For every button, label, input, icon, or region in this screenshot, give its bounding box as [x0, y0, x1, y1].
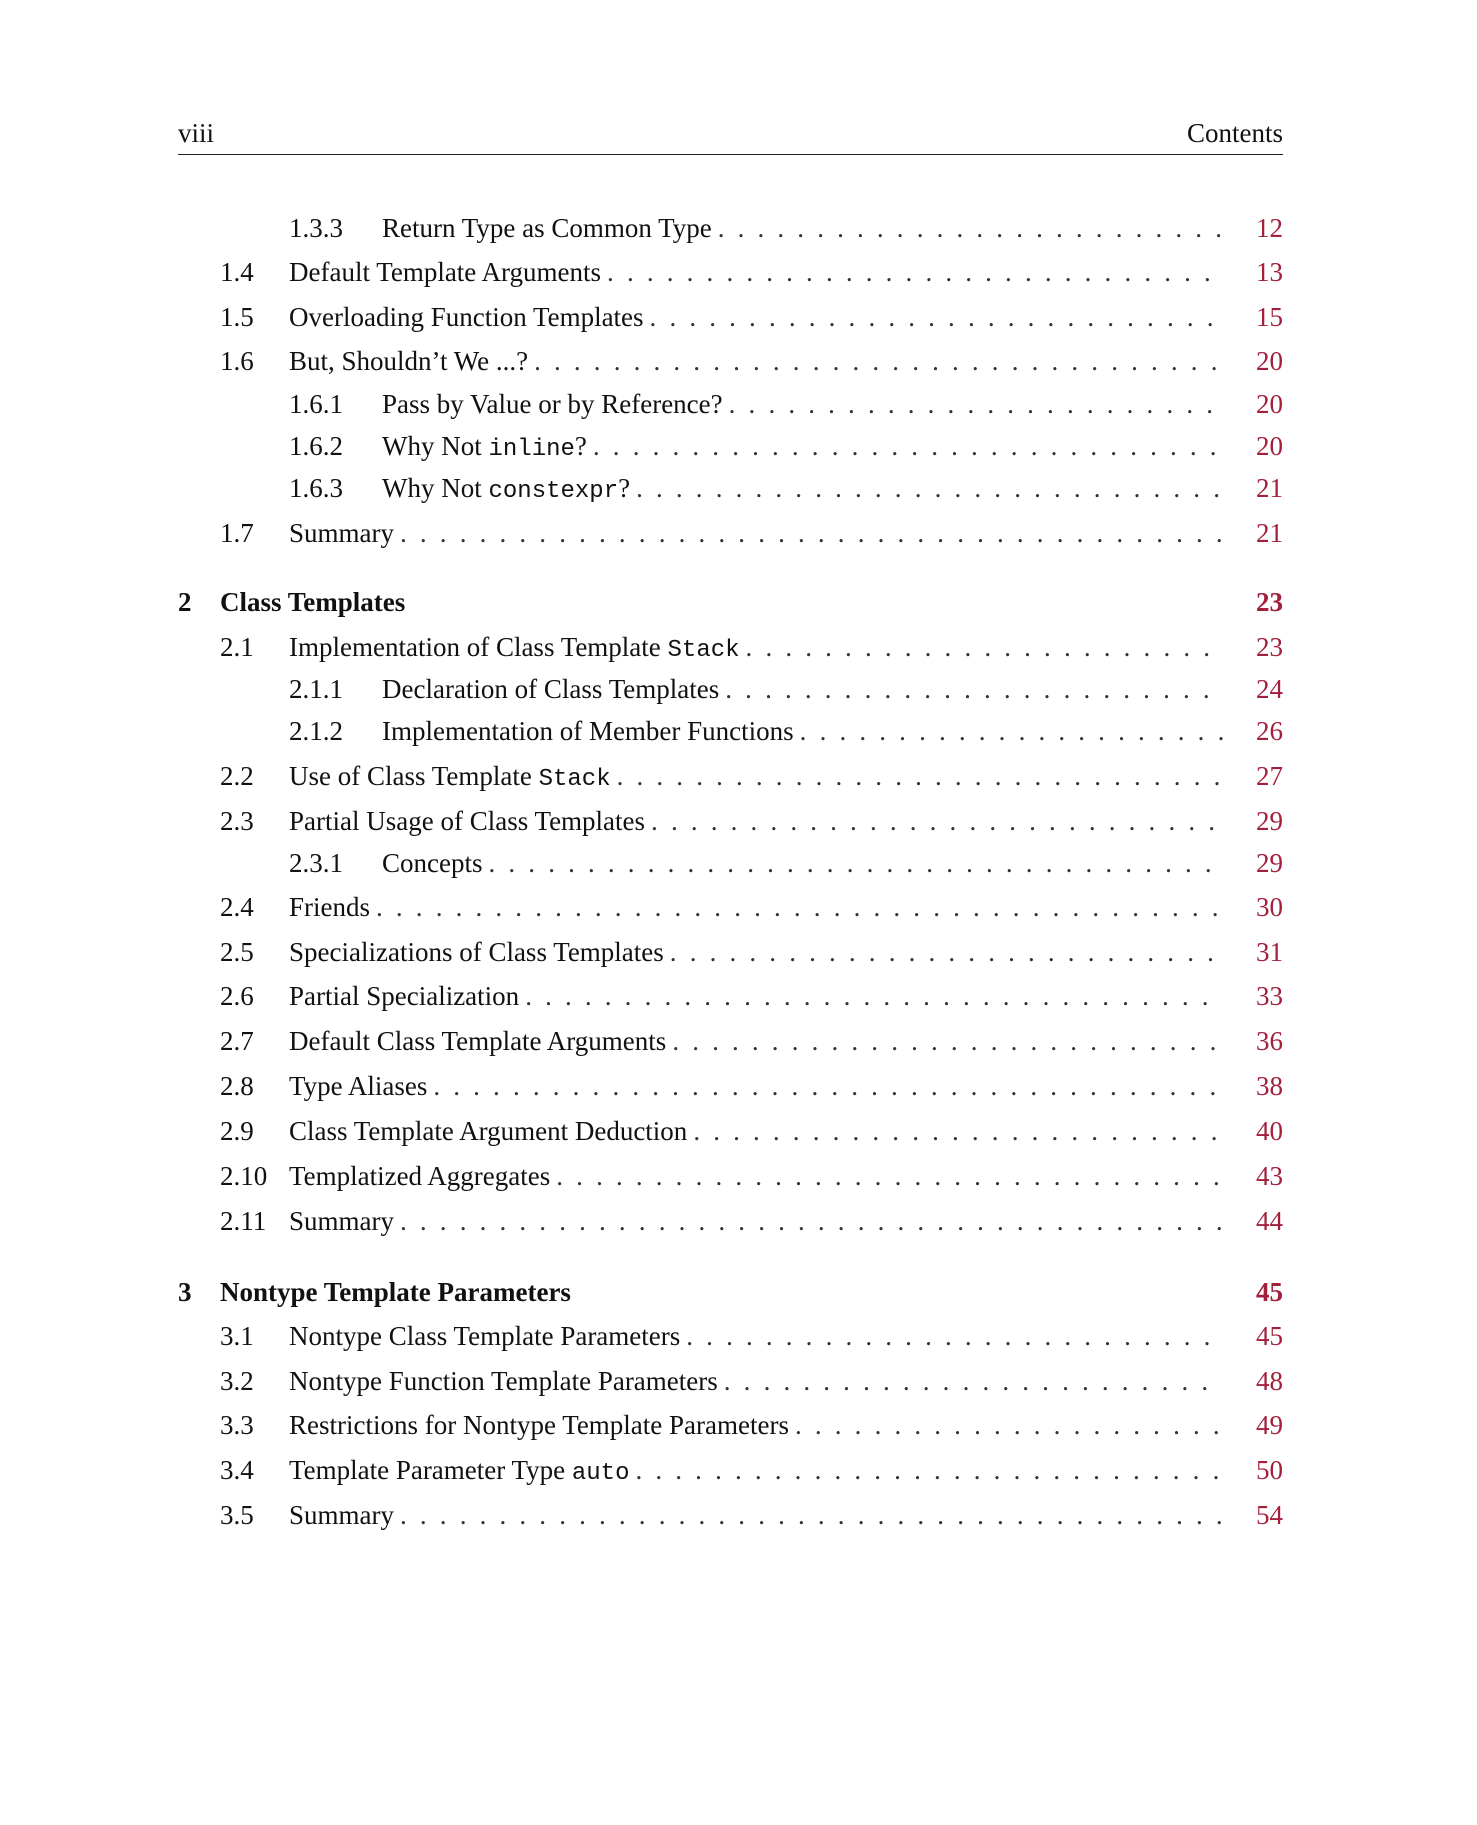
toc-page-number[interactable]: 27 [1256, 761, 1283, 791]
toc-entry-title-text: Declaration of Class Templates [382, 674, 720, 704]
toc-chapter-entry[interactable] [0, 582, 1477, 622]
toc-page-number[interactable]: 44 [1256, 1206, 1283, 1236]
dot-leader [607, 252, 1223, 292]
toc-entry-title [289, 801, 651, 841]
toc-page-number[interactable]: 20 [1256, 346, 1283, 376]
toc-entry-body [382, 426, 1223, 470]
toc-entry-title-text: Summary [289, 1206, 394, 1236]
toc-page-number[interactable]: 23 [1256, 587, 1283, 617]
toc-entry[interactable] [0, 932, 1477, 972]
toc-entry-number: 1.4 [220, 257, 254, 287]
toc-entry-number: 2.5 [220, 937, 254, 967]
toc-page-number[interactable]: 20 [1256, 431, 1283, 461]
toc-page-number[interactable]: 45 [1256, 1321, 1283, 1351]
toc-entry-title-text: Default Class Template Arguments [289, 1026, 667, 1056]
dot-leader [746, 627, 1223, 667]
toc-entry[interactable] [0, 976, 1477, 1016]
toc-entry-title-text: Class Template Argument Deduction [289, 1116, 688, 1146]
toc-entry-title [289, 1156, 556, 1196]
toc-entry-title [289, 1111, 693, 1151]
toc-entry-body [289, 1021, 1223, 1061]
toc-entry[interactable] [0, 1450, 1477, 1490]
toc-entry-title [289, 1495, 400, 1535]
toc-entry-number: 2.11 [220, 1206, 267, 1236]
toc-entry-title [289, 887, 376, 927]
toc-entry-title [289, 1450, 635, 1494]
dot-leader [718, 208, 1223, 248]
toc-entry-number: 2.2 [220, 761, 254, 791]
toc-entry-number: 1.7 [220, 518, 254, 548]
toc-page-number[interactable]: 50 [1256, 1455, 1283, 1485]
toc-entry-title-text: Use of Class Template [289, 761, 539, 791]
toc-entry[interactable] [0, 426, 1477, 466]
toc-page-number[interactable]: 49 [1256, 1410, 1283, 1440]
toc-entry-title-suffix: ? [618, 473, 631, 503]
toc-entry-number: 1.6.2 [289, 431, 343, 461]
toc-entry-body [382, 711, 1223, 751]
toc-entry-body [289, 1361, 1223, 1401]
toc-entry-code: constexpr [488, 478, 619, 505]
dot-leader [670, 932, 1223, 972]
toc-entry-title-text: Type Aliases [289, 1071, 428, 1101]
toc-entry-number: 1.6.1 [289, 389, 343, 419]
toc-entry-body [289, 1201, 1223, 1241]
toc-page-number[interactable]: 20 [1256, 389, 1283, 419]
toc-entry-number: 3.4 [220, 1455, 254, 1485]
toc-entry-number: 1.3.3 [289, 213, 343, 243]
toc-entry-number: 2.10 [220, 1161, 268, 1191]
toc-entry-title [289, 513, 400, 553]
toc-entry-title [289, 252, 607, 292]
toc-entry-title-text: Partial Usage of Class Templates [289, 806, 646, 836]
toc-entry[interactable] [0, 756, 1477, 796]
toc-entry-body [289, 297, 1223, 337]
toc-entry-body [289, 513, 1223, 553]
toc-entry-number: 3 [178, 1277, 192, 1307]
dot-leader [556, 1156, 1223, 1196]
dot-leader [724, 1361, 1223, 1401]
toc-entry-title-text: Class Templates [220, 587, 406, 617]
toc-entry-number: 1.6.3 [289, 473, 343, 503]
dot-leader [617, 756, 1223, 796]
toc-entry-body [382, 468, 1223, 512]
toc-entry-body [289, 1066, 1223, 1106]
toc-entry-title-text: Implementation of Member Functions [382, 716, 794, 746]
toc-entry-number: 2.8 [220, 1071, 254, 1101]
toc-entry-body [289, 1405, 1223, 1445]
toc-entry[interactable] [0, 513, 1477, 553]
dot-leader [489, 843, 1224, 883]
toc-entry-title-text: Implementation of Class Template [289, 632, 668, 662]
dot-leader [651, 801, 1223, 841]
toc-entry[interactable] [0, 887, 1477, 927]
toc-entry-title-text: Concepts [382, 848, 483, 878]
toc-entry-title [289, 627, 746, 671]
toc-entry-number: 2.1 [220, 632, 254, 662]
dot-leader [650, 297, 1223, 337]
toc-entry-code: auto [571, 1460, 630, 1487]
toc-page-number[interactable]: 54 [1256, 1500, 1283, 1530]
toc-entry-title [382, 208, 718, 248]
toc-entry[interactable] [0, 208, 1477, 248]
toc-page-number[interactable]: 30 [1256, 892, 1283, 922]
toc-entry-number: 2.7 [220, 1026, 254, 1056]
toc-entry[interactable] [0, 669, 1477, 709]
toc-entry-body [289, 1316, 1223, 1356]
toc-entry-body [220, 582, 1217, 622]
toc-entry-title [382, 426, 593, 470]
dot-leader [725, 669, 1223, 709]
toc-entry-code: Stack [538, 766, 611, 793]
toc-entry-body [289, 252, 1223, 292]
toc-chapter-entry[interactable] [0, 1272, 1477, 1312]
toc-entry-number: 2.1.2 [289, 716, 343, 746]
page-folio: viii [178, 118, 215, 148]
toc-entry-title [220, 582, 411, 622]
toc-entry[interactable] [0, 297, 1477, 337]
toc-entry[interactable] [0, 341, 1477, 381]
toc-page-number[interactable]: 43 [1256, 1161, 1283, 1191]
toc-page-number[interactable]: 12 [1256, 213, 1283, 243]
toc-page-number[interactable]: 13 [1256, 257, 1283, 287]
toc-entry[interactable] [0, 1156, 1477, 1196]
toc-entry[interactable] [0, 1066, 1477, 1106]
toc-page-number[interactable]: 29 [1256, 806, 1283, 836]
toc-entry-title [382, 843, 489, 883]
toc-entry[interactable] [0, 801, 1477, 841]
toc-entry-body [289, 627, 1223, 671]
toc-entry[interactable] [0, 1316, 1477, 1356]
toc-entry-body [220, 1272, 1217, 1312]
toc-entry-title [289, 1201, 400, 1241]
toc-entry-body [382, 843, 1223, 883]
toc-entry-body [289, 341, 1223, 381]
toc-entry-title-text: Return Type as Common Type [382, 213, 712, 243]
toc-entry-title [220, 1272, 577, 1312]
dot-leader [672, 1021, 1223, 1061]
toc-entry-title [289, 1405, 795, 1445]
toc-entry-number: 2.9 [220, 1116, 254, 1146]
toc-page-number[interactable]: 33 [1256, 981, 1283, 1011]
toc-entry-title-text: Templatized Aggregates [289, 1161, 551, 1191]
toc-entry-title-text: Default Template Arguments [289, 257, 602, 287]
dot-leader [635, 1450, 1223, 1490]
toc-entry-title-text: Nontype Function Template Parameters [289, 1366, 718, 1396]
dot-leader [795, 1405, 1223, 1445]
toc-entry-body [382, 384, 1223, 424]
toc-page-number[interactable]: 23 [1256, 632, 1283, 662]
dot-leader [686, 1316, 1223, 1356]
toc-entry[interactable] [0, 843, 1477, 883]
toc-entry-number: 2 [178, 587, 192, 617]
toc-entry-title-text: Template Parameter Type [289, 1455, 572, 1485]
toc-entry-title [289, 1066, 433, 1106]
toc-entry-title-text: Why Not [382, 473, 489, 503]
toc-entry[interactable] [0, 384, 1477, 424]
toc-entry-body [289, 1495, 1223, 1535]
toc-entry[interactable] [0, 1405, 1477, 1445]
toc-entry[interactable] [0, 1111, 1477, 1151]
toc-entry-number: 3.3 [220, 1410, 254, 1440]
dot-leader [376, 887, 1223, 927]
toc-page-number[interactable]: 38 [1256, 1071, 1283, 1101]
toc-entry-title [382, 384, 729, 424]
toc-entry-code: inline [488, 436, 575, 463]
toc-entry-title-text: Summary [289, 1500, 394, 1530]
toc-entry[interactable] [0, 468, 1477, 508]
dot-leader [636, 468, 1223, 508]
toc-entry-number: 3.1 [220, 1321, 254, 1351]
toc-entry-title [289, 1316, 686, 1356]
dot-leader [729, 384, 1223, 424]
toc-entry-number: 2.1.1 [289, 674, 343, 704]
dot-leader [593, 426, 1223, 466]
dot-leader [525, 976, 1223, 1016]
toc-entry-title-text: Restrictions for Nontype Template Parameters [289, 1410, 789, 1440]
toc-entry-title [289, 756, 617, 800]
toc-entry-title [289, 1021, 672, 1061]
toc-entry-number: 2.3 [220, 806, 254, 836]
toc-entry-body [289, 887, 1223, 927]
toc-page-number[interactable]: 29 [1256, 848, 1283, 878]
dot-leader [693, 1111, 1223, 1151]
toc-entry-body [382, 208, 1223, 248]
toc-entry-title [382, 711, 800, 751]
toc-entry-title [289, 932, 670, 972]
toc-entry-body [289, 756, 1223, 800]
toc-entry[interactable] [0, 1021, 1477, 1061]
toc-entry-title [382, 669, 725, 709]
toc-page-number[interactable]: 15 [1256, 302, 1283, 332]
toc-entry-title-text: Specializations of Class Templates [289, 937, 664, 967]
toc-entry-number: 3.5 [220, 1500, 254, 1530]
toc-page-number[interactable]: 31 [1256, 937, 1283, 967]
dot-leader [534, 341, 1223, 381]
toc-page-number[interactable]: 26 [1256, 716, 1283, 746]
toc-entry-title [289, 341, 534, 381]
toc-page-number[interactable]: 24 [1256, 674, 1283, 704]
toc-entry-title-text: Why Not [382, 431, 489, 461]
toc-entry-title-text: Friends [289, 892, 370, 922]
toc-entry[interactable] [0, 1495, 1477, 1535]
toc-page-number[interactable]: 21 [1256, 518, 1283, 548]
running-head [178, 118, 1283, 155]
toc-entry-number: 1.5 [220, 302, 254, 332]
toc-entry-body [289, 801, 1223, 841]
toc-entry-code: Stack [667, 637, 740, 664]
toc-entry-title-text: Summary [289, 518, 394, 548]
dot-leader [400, 513, 1223, 553]
toc-entry-title-text: Pass by Value or by Reference? [382, 389, 723, 419]
toc-entry-body [289, 932, 1223, 972]
dot-leader [800, 711, 1223, 751]
toc-entry-title [289, 297, 650, 337]
toc-entry-body [289, 1450, 1223, 1494]
toc-entry-title [382, 468, 636, 512]
toc-entry-body [382, 669, 1223, 709]
toc-entry[interactable] [0, 711, 1477, 751]
toc-entry-number: 2.4 [220, 892, 254, 922]
toc-entry[interactable] [0, 1361, 1477, 1401]
toc-entry-title [289, 976, 525, 1016]
toc-page-number[interactable]: 48 [1256, 1366, 1283, 1396]
toc-page-number[interactable]: 36 [1256, 1026, 1283, 1056]
toc-entry-number: 2.3.1 [289, 848, 343, 878]
toc-entry-title-text: Overloading Function Templates [289, 302, 644, 332]
toc-page-number[interactable]: 40 [1256, 1116, 1283, 1146]
running-title: Contents [1186, 118, 1283, 148]
toc-entry-body [289, 976, 1223, 1016]
toc-entry-title-text: Partial Specialization [289, 981, 520, 1011]
toc-page-number[interactable]: 45 [1256, 1277, 1283, 1307]
toc-entry-title-text: Nontype Template Parameters [220, 1277, 571, 1307]
toc-entry[interactable] [0, 627, 1477, 667]
dot-leader [400, 1201, 1223, 1241]
toc-entry-number: 1.6 [220, 346, 254, 376]
toc-entry-title [289, 1361, 724, 1401]
toc-entry[interactable] [0, 1201, 1477, 1241]
toc-entry-body [289, 1156, 1223, 1196]
toc-entry-title-text: But, Shouldn’t We ...? [289, 346, 529, 376]
toc-entry-title-suffix: ? [574, 431, 587, 461]
toc-entry-body [289, 1111, 1223, 1151]
toc-entry-number: 2.6 [220, 981, 254, 1011]
toc-entry-title-text: Nontype Class Template Parameters [289, 1321, 681, 1351]
toc-entry-number: 3.2 [220, 1366, 254, 1396]
toc-entry[interactable] [0, 252, 1477, 292]
dot-leader [400, 1495, 1223, 1535]
toc-page-number[interactable]: 21 [1256, 473, 1283, 503]
dot-leader [433, 1066, 1223, 1106]
